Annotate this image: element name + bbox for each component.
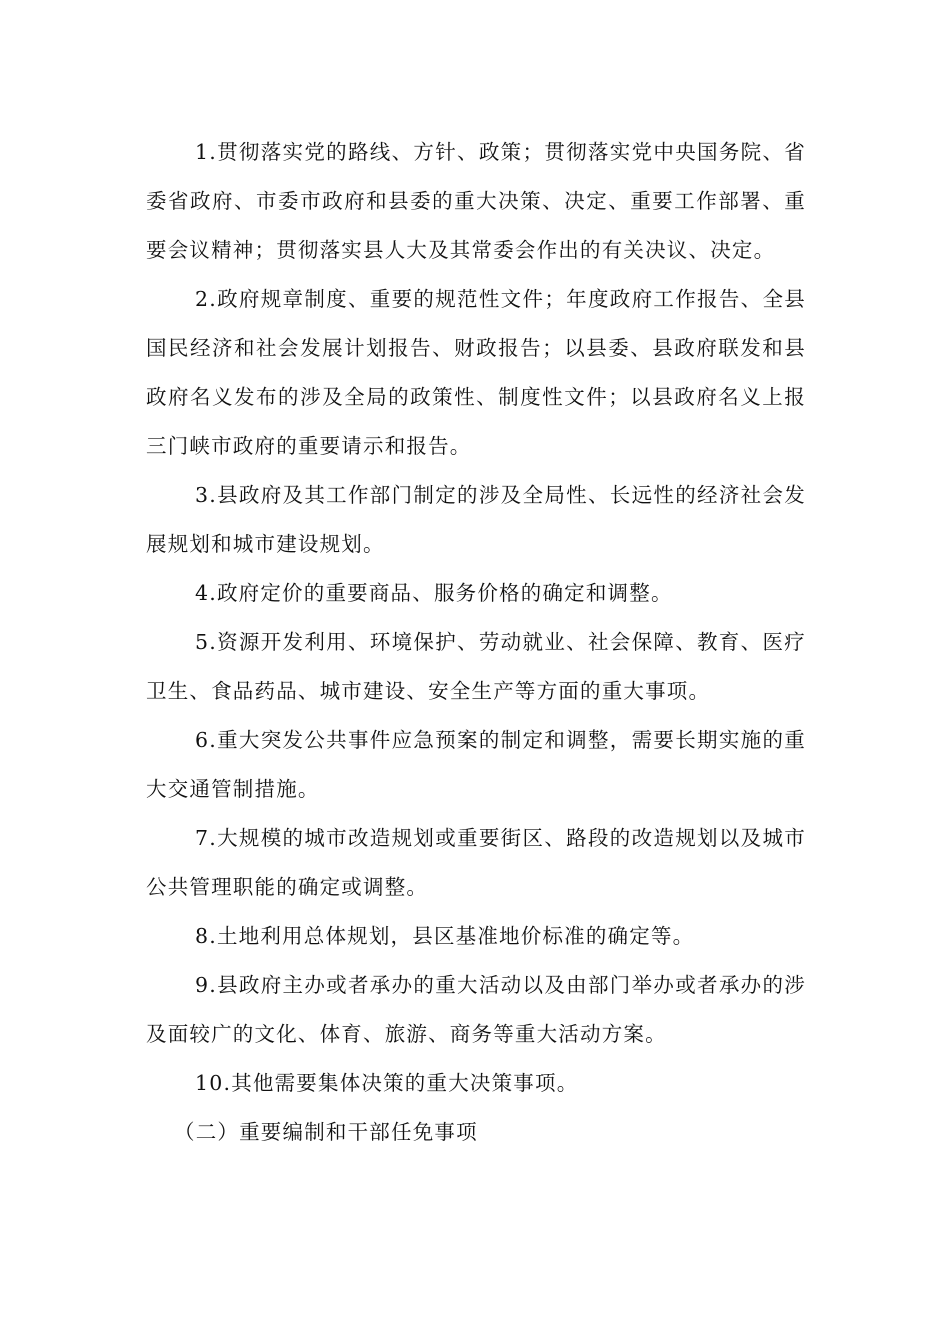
list-item-9: 9.县政府主办或者承办的重大活动以及由部门举办或者承办的涉及面较广的文化、体育、旅游、商务等重大活动方案。: [146, 973, 806, 1046]
list-item-5: 5.资源开发利用、环境保护、劳动就业、社会保障、教育、医疗卫生、食品药品、城市建设、安全生产等方面的重大事项。: [146, 630, 806, 703]
document-body: [146, 128, 806, 1157]
list-item-8: 8.土地利用总体规划，县区基准地价标准的确定等。: [195, 924, 695, 948]
list-item-2: 2.政府规章制度、重要的规范性文件；年度政府工作报告、全县国民经济和社会发展计划报告、财政报告；以县委、县政府联发和县政府名义发布的涉及全局的政策性、制度性文件；以县政府名义上报三门峡市政府的重要请示和报告。: [146, 287, 806, 458]
list-item-1: 1.贯彻落实党的路线、方针、政策；贯彻落实党中央国务院、省委省政府、市委市政府和县委的重大决策、决定、重要工作部署、重要会议精神；贯彻落实县人大及其常委会作出的有关决议、决定。: [146, 140, 806, 262]
list-item-7: 7.大规模的城市改造规划或重要街区、路段的改造规划以及城市公共管理职能的确定或调整。: [146, 826, 806, 899]
list-item-6: 6.重大突发公共事件应急预案的制定和调整，需要长期实施的重大交通管制措施。: [146, 728, 806, 801]
list-item-3: 3.县政府及其工作部门制定的涉及全局性、长远性的经济社会发展规划和城市建设规划。: [146, 483, 806, 556]
list-item-4: 4.政府定价的重要商品、服务价格的确定和调整。: [195, 581, 673, 605]
list-item-10: 10.其他需要集体决策的重大决策事项。: [195, 1071, 579, 1095]
section-subheading: （二）重要编制和干部任免事项: [174, 1120, 478, 1144]
